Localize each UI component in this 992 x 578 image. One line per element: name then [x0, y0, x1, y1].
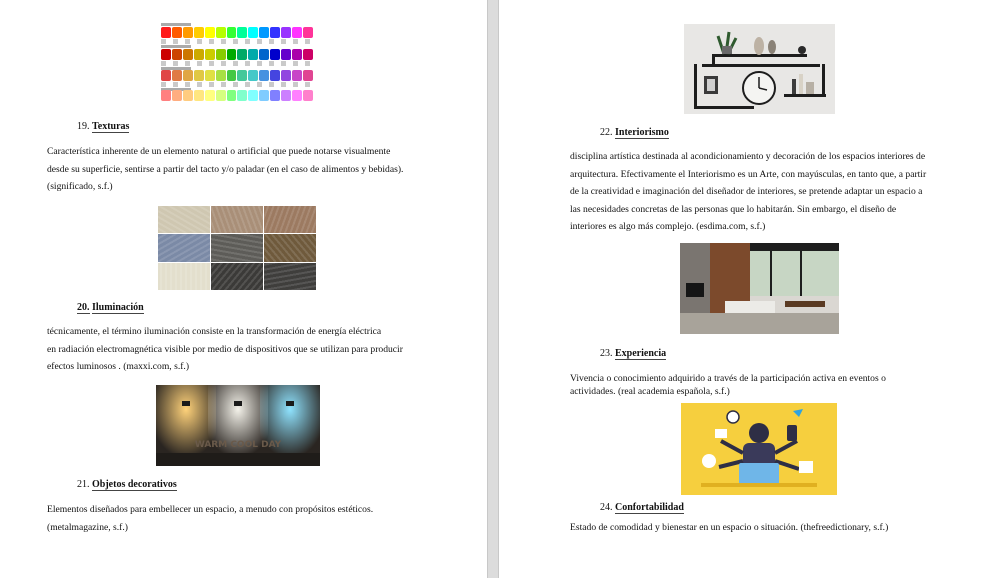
color-swatch-row	[161, 49, 313, 60]
texture-tile	[158, 234, 210, 261]
color-swatch	[161, 90, 171, 101]
heading-number: 24.	[600, 502, 613, 513]
shelves-image	[684, 24, 835, 114]
texture-tile	[264, 234, 316, 261]
color-swatch	[172, 70, 182, 81]
lighting-illustration	[156, 385, 320, 466]
heading-title: Iluminación	[92, 302, 144, 313]
color-swatch	[194, 70, 204, 81]
lighting-image-text: WARM COOL DAY	[194, 440, 282, 450]
color-swatch	[227, 70, 237, 81]
text-line: técnicamente, el término iluminación consiste en la transformación de energía eléctrica	[47, 326, 382, 337]
text-line: (significado, s.f.)	[47, 181, 113, 192]
color-swatch	[292, 90, 302, 101]
heading-number: 22.	[600, 127, 613, 138]
text-line: en radiación electromagnética visible por medio de dispositivos que se utilizan para producir	[47, 343, 403, 355]
heading-title: Texturas	[92, 121, 130, 132]
color-swatch	[270, 90, 280, 101]
color-swatch	[303, 27, 313, 38]
paragraph-confortabilidad	[570, 521, 888, 534]
lighting-image	[156, 385, 320, 466]
heading-20	[77, 302, 144, 313]
heading-number: 19.	[77, 121, 90, 132]
color-swatch	[303, 90, 313, 101]
color-swatch	[303, 70, 313, 81]
swatch-labels	[161, 39, 313, 44]
text-line: arquitectura. Efectivamente el Interiorismo es un Arte, con mayúsculas, en tanto que, a partir	[570, 168, 927, 180]
heading-title: Interiorismo	[615, 127, 669, 138]
color-swatch	[237, 27, 247, 38]
heading-title: Objetos decorativos	[92, 479, 177, 490]
heading-number: 20.	[77, 302, 90, 313]
color-swatch	[237, 90, 247, 101]
color-swatch	[248, 49, 258, 60]
color-swatch	[161, 70, 171, 81]
experience-illustration	[681, 403, 837, 495]
texture-tile	[211, 263, 263, 290]
interior-illustration	[680, 243, 839, 334]
color-swatch	[248, 90, 258, 101]
paragraph-iluminacion	[47, 323, 403, 376]
color-swatch	[216, 49, 226, 60]
color-swatch	[259, 70, 269, 81]
heading-title: Confortabilidad	[615, 502, 684, 513]
heading-number: 23.	[600, 348, 613, 359]
color-swatch	[292, 27, 302, 38]
shelves-illustration	[684, 24, 835, 114]
color-swatch	[270, 49, 280, 60]
color-chart-image	[158, 22, 316, 104]
paragraph-objetos	[47, 501, 373, 536]
color-swatch	[270, 27, 280, 38]
color-swatch-row	[161, 27, 313, 38]
color-swatch	[216, 27, 226, 38]
textures-image	[158, 206, 316, 290]
texture-tile	[264, 263, 316, 290]
text-line: interiores es algo más complejo. (esdima.com, s.f.)	[570, 221, 766, 232]
heading-24	[600, 502, 684, 513]
heading-19	[77, 121, 129, 132]
left-page	[0, 0, 487, 578]
color-swatch	[216, 90, 226, 101]
color-swatch	[183, 27, 193, 38]
color-swatch	[259, 90, 269, 101]
chart-caption-bar	[161, 45, 191, 48]
heading-21	[77, 479, 177, 490]
color-swatch	[292, 70, 302, 81]
color-swatch	[237, 49, 247, 60]
heading-23	[600, 348, 666, 359]
text-line: Vivencia o conocimiento adquirido a través de la participación activa en eventos o	[570, 373, 886, 384]
color-swatch	[248, 27, 258, 38]
color-swatch	[281, 90, 291, 101]
swatch-labels	[161, 82, 313, 87]
page-gutter	[487, 0, 499, 578]
text-line: efectos luminosos . (maxxi.com, s.f.)	[47, 361, 190, 372]
text-line: actividades. (real academia española, s.f.)	[570, 386, 730, 397]
color-swatch	[227, 90, 237, 101]
heading-title: Experiencia	[615, 348, 667, 359]
color-swatch	[194, 27, 204, 38]
text-line: desde su superficie, sentirse a partir del tacto y/o paladar (en el caso de alimentos y bebidas).	[47, 163, 404, 175]
color-swatch	[281, 70, 291, 81]
color-swatch	[194, 49, 204, 60]
paragraph-texturas	[47, 143, 403, 196]
color-swatch	[183, 49, 193, 60]
color-swatch	[292, 49, 302, 60]
color-swatch	[183, 90, 193, 101]
color-swatch	[237, 70, 247, 81]
paragraph-experiencia	[570, 372, 886, 398]
paragraph-interiorismo	[570, 148, 926, 236]
text-line: Característica inherente de un elemento natural o artificial que puede notarse visualmente	[47, 146, 391, 157]
text-line: Estado de comodidad y bienestar en un espacio o situación. (thefreedictionary, s.f.)	[570, 522, 889, 533]
color-swatch	[172, 49, 182, 60]
texture-tile	[264, 206, 316, 233]
interior-image	[680, 243, 839, 334]
color-swatch	[205, 49, 215, 60]
color-swatch	[303, 49, 313, 60]
color-swatch	[161, 27, 171, 38]
color-swatch	[281, 27, 291, 38]
texture-tile	[211, 206, 263, 233]
color-swatch	[172, 90, 182, 101]
texture-tile	[158, 263, 210, 290]
texture-tile	[211, 234, 263, 261]
texture-tile	[158, 206, 210, 233]
text-line: las necesidades concretas de las personas que lo habitarán. Sin embargo, el diseño de	[570, 203, 897, 215]
color-swatch	[281, 49, 291, 60]
color-swatch	[259, 27, 269, 38]
color-swatch	[227, 49, 237, 60]
text-line: (metalmagazine, s.f.)	[47, 521, 128, 533]
color-swatch-row	[161, 70, 313, 81]
color-swatch	[172, 27, 182, 38]
color-swatch	[259, 49, 269, 60]
color-swatch	[183, 70, 193, 81]
text-line: disciplina artística destinada al acondicionamiento y decoración de los espacios interiores de	[570, 151, 926, 162]
heading-22	[600, 127, 669, 138]
swatch-labels	[161, 61, 313, 66]
color-swatch	[227, 27, 237, 38]
color-swatch	[248, 70, 258, 81]
chart-caption-bar	[161, 23, 191, 26]
color-swatch	[205, 27, 215, 38]
heading-number: 21.	[77, 479, 90, 490]
color-swatch	[205, 90, 215, 101]
color-swatch	[216, 70, 226, 81]
color-swatch	[194, 90, 204, 101]
color-swatch	[205, 70, 215, 81]
color-swatch	[161, 49, 171, 60]
color-swatch	[270, 70, 280, 81]
color-swatch-row	[161, 90, 313, 101]
text-line: Elementos diseñados para embellecer un espacio, a menudo con propósitos estéticos.	[47, 504, 374, 515]
text-line: de la creatividad e imaginación del diseñador de interiores, se pretende adaptar un espacio a	[570, 186, 923, 197]
experience-image	[681, 403, 837, 495]
